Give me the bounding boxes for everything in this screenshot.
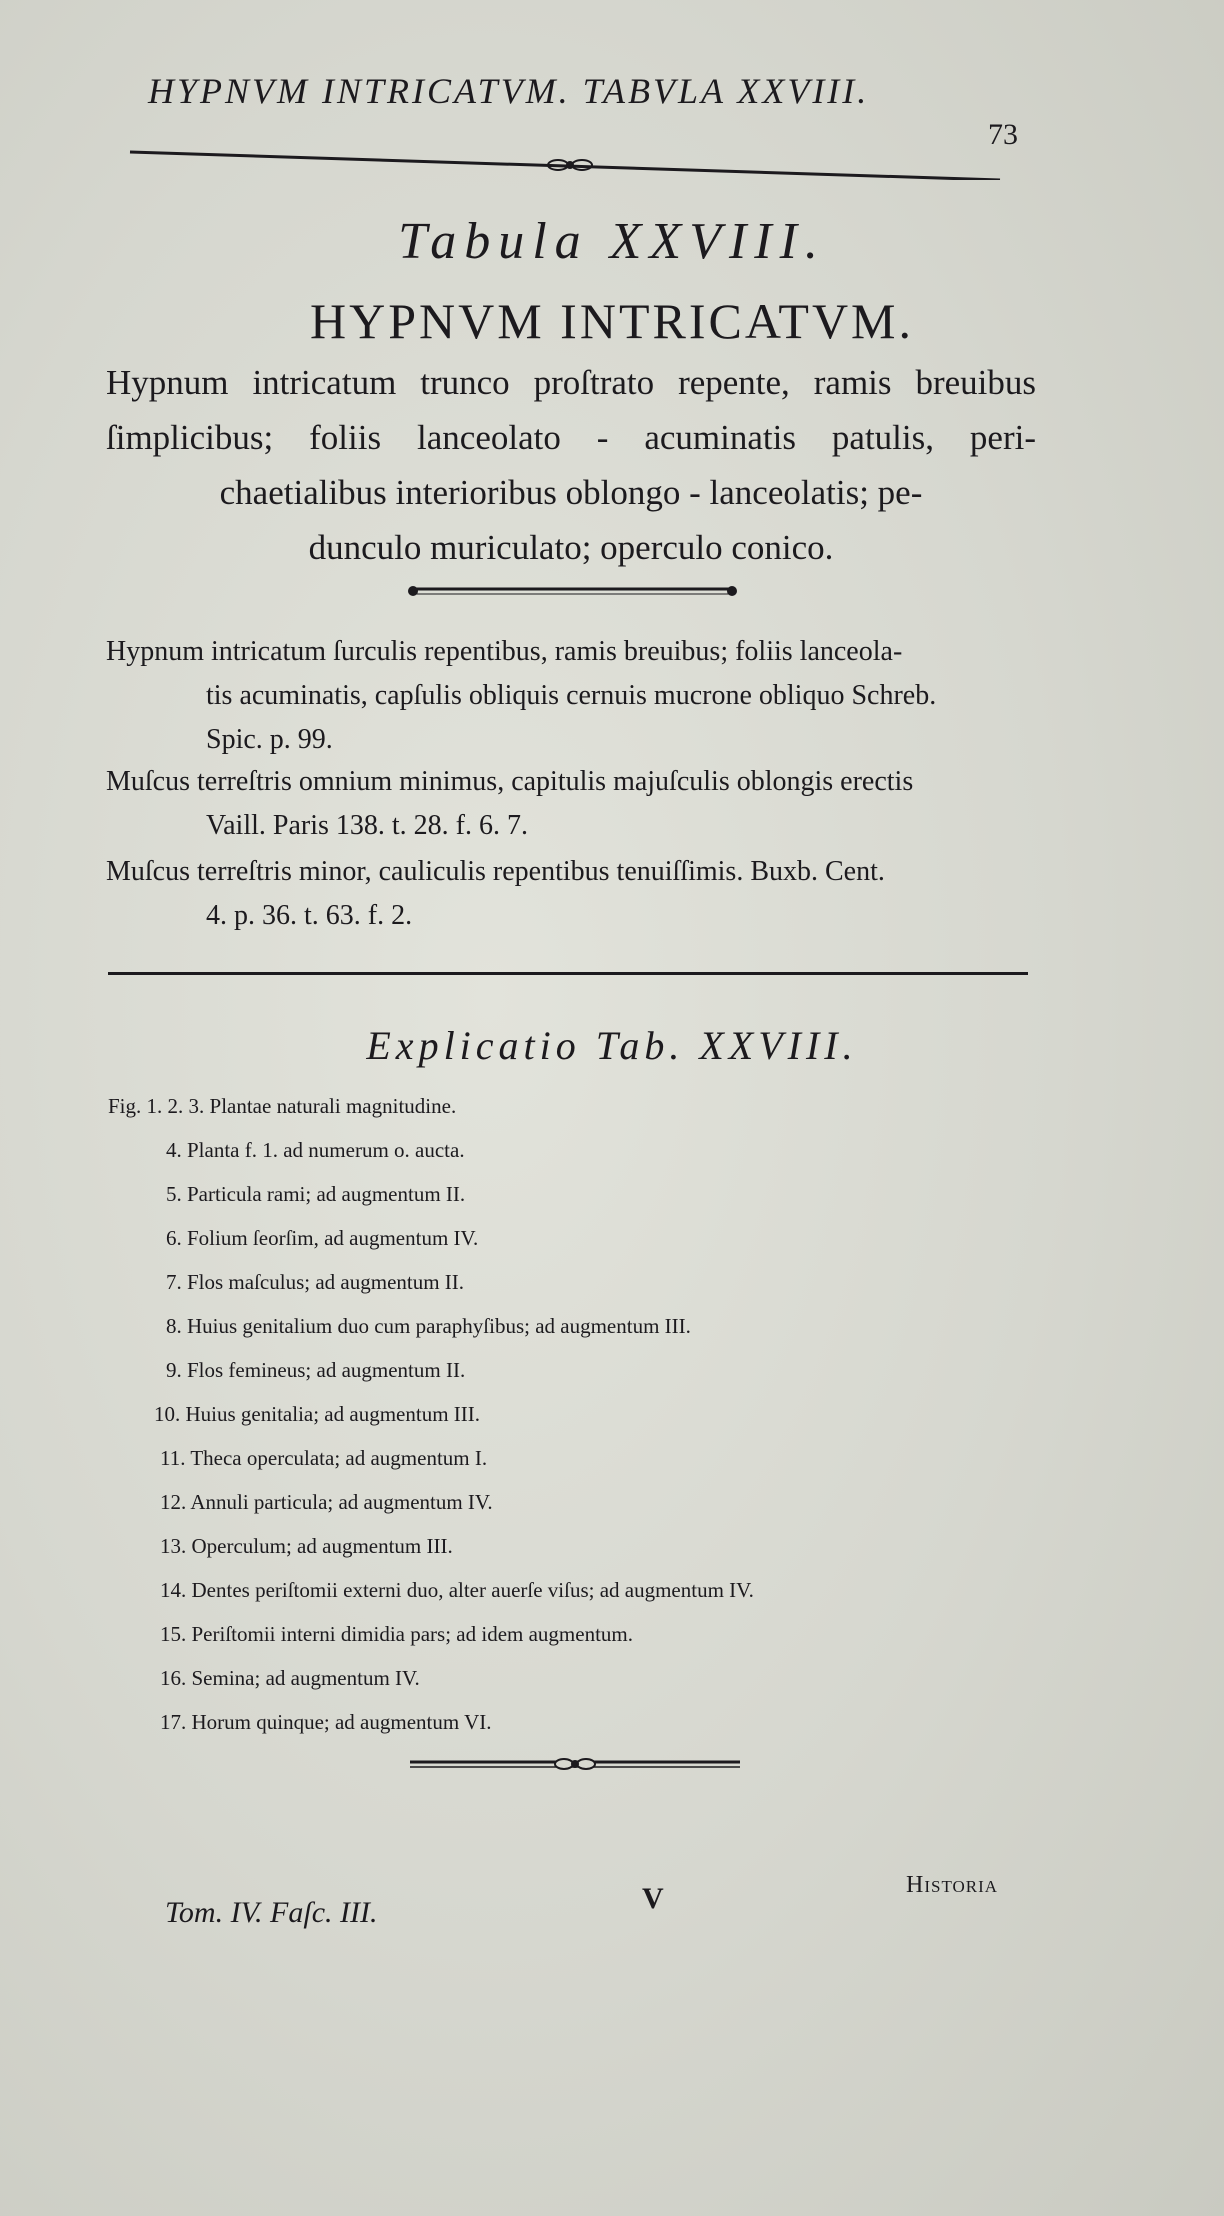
synonym-line: Hypnum intricatum ſurculis repentibus, ramis breuibus; foliis lanceola- [106,636,903,667]
section-ornament [405,578,740,602]
synonym-line: Spic. p. 99. [206,724,333,755]
figure-caption: 10. Huius genitalia; ad augmentum III. [154,1402,481,1426]
diagnosis-line: ſimplicibus; foliis lanceolato - acuminatis patulis, peri- [106,418,1036,457]
catchword: Historia [906,1872,999,1898]
diagnosis-line: Hypnum intricatum trunco proſtrato repente, ramis breuibus [106,363,1036,402]
signature-mark: Tom. IV. Faſc. III. [165,1896,378,1929]
synonym-line: Muſcus terreſtris omnium minimus, capitulis majuſculis oblongis erectis [106,766,914,797]
synonym-entry [106,630,1036,762]
explicatio-heading: Explicatio Tab. XXVIII. [366,1023,858,1068]
figure-caption: Fig. 1. 2. 3. Plantae naturali magnitudine. [108,1094,457,1118]
figure-caption: 9. Flos femineus; ad augmentum II. [166,1358,466,1382]
figure-caption: 14. Dentes periſtomii externi duo, alter auerſe viſus; ad augmentum IV. [160,1578,754,1602]
synonym-entry [106,850,1036,938]
diagnosis-line: chaetialibus interioribus oblongo - lanceolatis; pe- [219,473,923,512]
figure-caption: 6. Folium ſeorſim, ad augmentum IV. [166,1226,479,1250]
section-divider [108,972,1028,975]
closing-ornament [405,1752,745,1776]
synonym-line: Vaill. Paris 138. t. 28. f. 6. 7. [206,810,528,841]
running-head: HYPNVM INTRICATVM. TABVLA XXVIII. [148,71,870,111]
synonym-line: Muſcus terreſtris minor, cauliculis repentibus tenuiſſimis. Buxb. Cent. [106,856,885,887]
synonym-entry [106,760,1036,848]
species-title: HYPNVM INTRICATVM. [309,293,915,349]
figure-caption: 12. Annuli particula; ad augmentum IV. [160,1490,493,1514]
page-number: 73 [988,118,1018,151]
figure-caption: 4. Planta f. 1. ad numerum o. aucta. [166,1138,465,1162]
figure-caption: 8. Huius genitalium duo cum paraphyſibus; ad augmentum III. [166,1314,691,1338]
figure-caption: 17. Horum quinque; ad augmentum VI. [160,1710,492,1734]
species-diagnosis [106,355,1036,575]
figure-caption: 5. Particula rami; ad augmentum II. [166,1182,466,1206]
figure-caption: 15. Periſtomii interni dimidia pars; ad idem augmentum. [160,1622,634,1646]
gathering-signature: V [642,1882,664,1915]
figure-caption: 7. Flos maſculus; ad augmentum II. [166,1270,465,1294]
diagnosis-line: dunculo muriculato; operculo conico. [308,528,834,567]
synonym-line: tis acuminatis, capſulis obliquis cernuis mucrone obliquo Schreb. [206,680,937,711]
plate-title: Tabula XXVIII. [398,213,826,270]
figure-caption: 13. Operculum; ad augmentum III. [160,1534,453,1558]
header-ornamental-rule [125,140,1010,180]
figure-caption: 16. Semina; ad augmentum IV. [160,1666,420,1690]
figure-caption: 11. Theca operculata; ad augmentum I. [160,1446,488,1470]
synonym-line: 4. p. 36. t. 63. f. 2. [206,900,413,931]
